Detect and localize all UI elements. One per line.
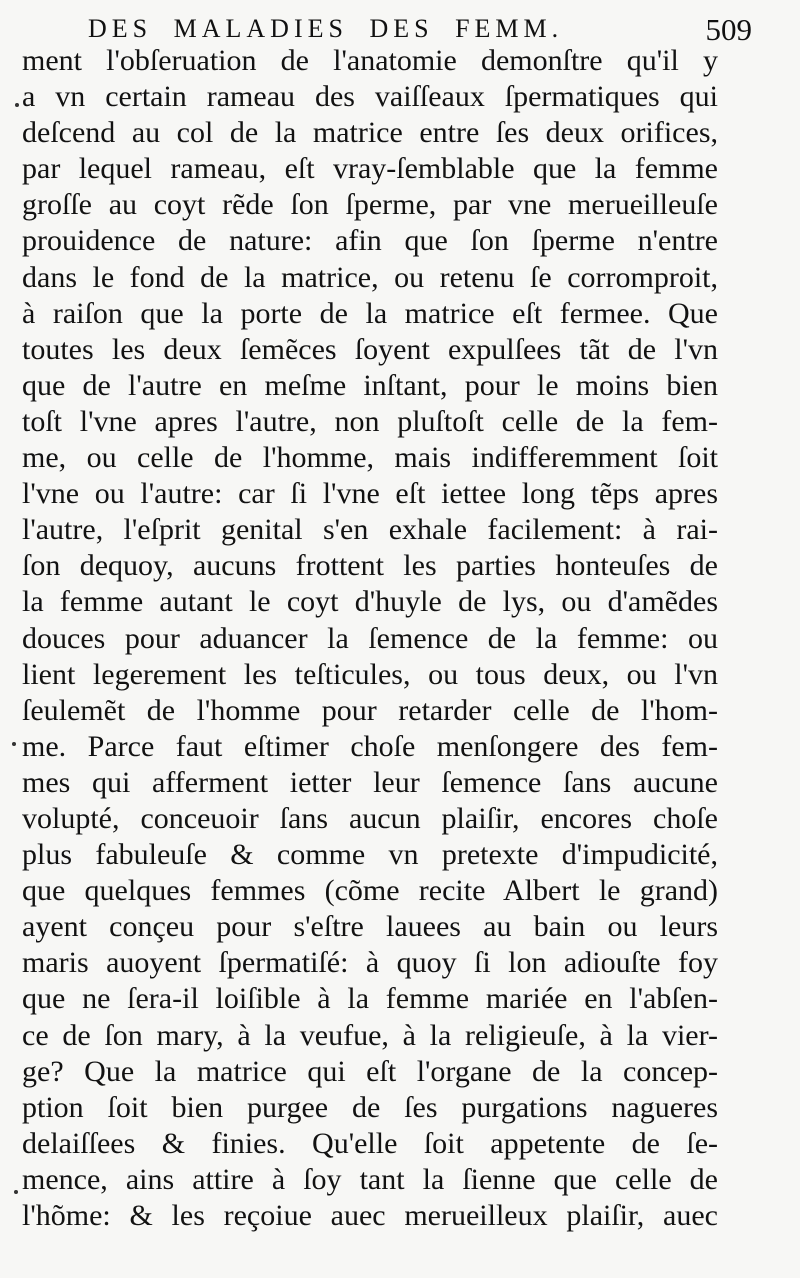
text-line: douces pour aduancer la ſemence de la femme: ou xyxy=(22,621,718,655)
text-line: à raiſon que la porte de la matrice eſt fermee. Que xyxy=(22,296,718,330)
ink-speck xyxy=(12,742,16,746)
text-line: me, ou celle de l'homme, mais indifferemment ſoit xyxy=(22,441,718,475)
text-line: ge? Que la matrice qui eſt l'organe de la concep- xyxy=(22,1054,718,1088)
text-line: que de l'autre en meſme inſtant, pour le moins bien xyxy=(22,368,718,402)
text-line: ment l'obſeruation de l'anatomie demonſtre qu'il y xyxy=(22,44,718,77)
text-line: delaiſſees & finies. Qu'elle ſoit appetente de ſe- xyxy=(22,1126,718,1160)
running-head xyxy=(40,6,770,48)
text-line: toutes les deux ſemẽces ſoyent expulſees tãt de l'vn xyxy=(22,332,718,366)
page-number: 509 xyxy=(705,12,752,47)
text-line: que ne ſera-il loiſible à la femme mariée en l'abſen- xyxy=(22,982,718,1016)
text-line: ce de ſon mary, à la veufue, à la religieuſe, à la vier- xyxy=(22,1018,718,1052)
text-line: mes qui afferment ietter leur ſemence ſans aucune xyxy=(22,765,718,799)
text-line: mence, ains attire à ſoy tant la ſienne que celle de xyxy=(22,1162,718,1196)
ink-speck xyxy=(15,103,19,107)
text-line: l'vne ou l'autre: car ſi l'vne eſt iettee long tẽps apres xyxy=(22,477,718,511)
ink-speck xyxy=(14,1190,18,1194)
text-line: toſt l'vne apres l'autre, non pluſtoſt celle de la fem- xyxy=(22,404,718,438)
text-line: maris auoyent ſpermatiſé: à quoy ſi lon adiouſte foy xyxy=(22,946,718,980)
text-line: l'hõme: & les reçoiue auec merueilleux plaiſir, auec xyxy=(22,1199,718,1232)
text-line: dans le fond de la matrice, ou retenu ſe corromproit, xyxy=(22,260,718,294)
text-line: la femme autant le coyt d'huyle de lys, ou d'amẽdes xyxy=(22,585,718,619)
text-line: volupté, conceuoir ſans aucun plaiſir, encores choſe xyxy=(22,801,718,835)
text-line: lient legerement les teſticules, ou tous deux, ou l'vn xyxy=(22,657,718,691)
text-line: prouidence de nature: afin que ſon ſperme n'entre xyxy=(22,224,718,258)
text-line: ſon dequoy, aucuns frottent les parties honteuſes de xyxy=(22,549,718,583)
text-line: ſeulemẽt de l'homme pour retarder celle de l'hom- xyxy=(22,693,718,727)
text-line: que quelques femmes (cõme recite Albert le grand) xyxy=(22,874,718,908)
text-line: ayent conçeu pour s'eſtre lauees au bain ou leurs xyxy=(22,910,718,944)
text-line: groſſe au coyt rẽde ſon ſperme, par vne merueilleuſe xyxy=(22,188,718,222)
text-line: me. Parce faut eſtimer choſe menſongere des fem- xyxy=(22,729,718,763)
text-line: a vn certain rameau des vaiſſeaux ſpermatiques qui xyxy=(22,80,718,114)
text-line: ption ſoit bien purgee de ſes purgations nagueres xyxy=(22,1090,718,1124)
running-title: DES MALADIES DES FEMM. xyxy=(88,14,564,43)
text-line: l'autre, l'eſprit genital s'en exhale facilement: à rai- xyxy=(22,513,718,547)
body-text xyxy=(22,43,718,1234)
text-line: deſcend au col de la matrice entre ſes deux orifices, xyxy=(22,116,718,150)
text-line: plus fabuleuſe & comme vn pretexte d'impudicité, xyxy=(22,838,718,872)
text-line: par lequel rameau, eſt vray-ſemblable que la femme xyxy=(22,152,718,186)
